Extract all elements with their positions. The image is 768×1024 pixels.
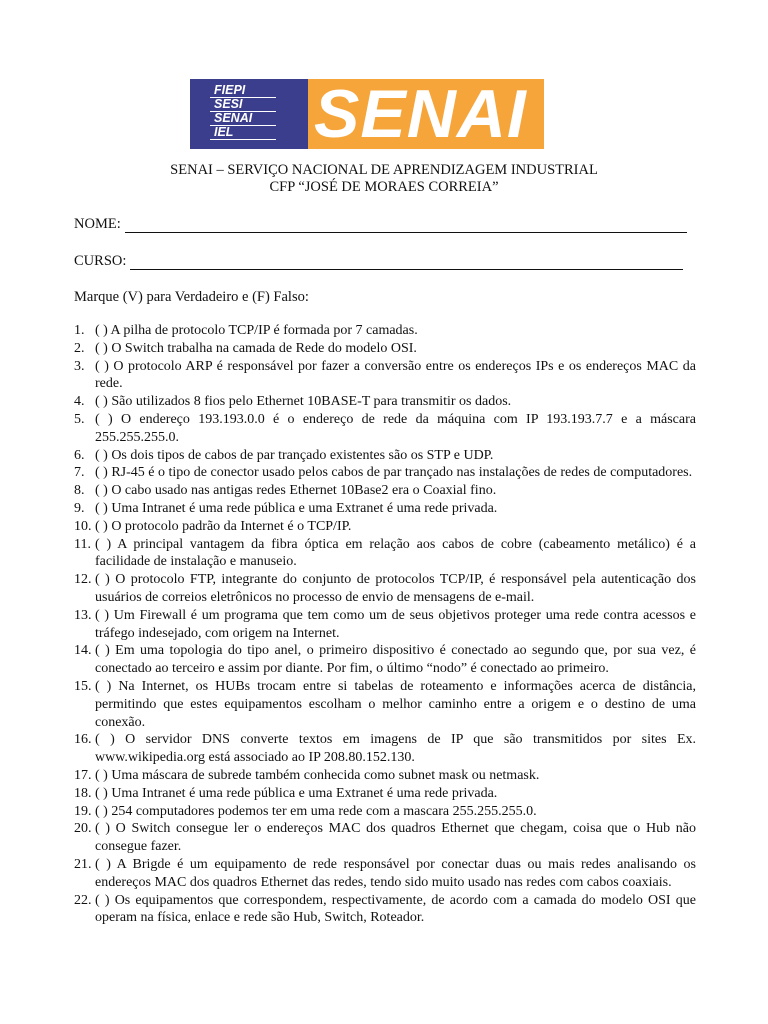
name-field	[74, 216, 687, 233]
question-item	[74, 856, 696, 892]
header-subtitle: CFP “JOSÉ DE MORAES CORREIA”	[269, 179, 499, 195]
question-item	[74, 482, 696, 500]
logo-institutions-block	[190, 79, 308, 149]
question-text: ( ) Um Firewall é um programa que tem como um de seus objetivos proteger uma rede contra acessos e tráfego indesejado, com origem na Internet.	[95, 607, 696, 641]
question-text: ( ) 254 computadores podemos ter em uma rede com a mascara 255.255.255.0.	[95, 803, 537, 819]
question-number: 2.	[74, 340, 85, 356]
question-number: 17.	[74, 767, 92, 783]
question-text: ( ) RJ-45 é o tipo de conector usado pelos cabos de par trançado nas instalações de redes de computadores.	[95, 465, 693, 481]
question-text: ( ) A pilha de protocolo TCP/IP é formada por 7 camadas.	[95, 323, 418, 338]
course-field	[74, 253, 683, 270]
question-number: 11.	[74, 536, 91, 552]
question-item	[74, 464, 696, 482]
question-item	[74, 447, 696, 465]
logo-senai-text: SENAI	[314, 76, 527, 152]
question-item	[74, 785, 696, 803]
question-text: ( ) O protocolo ARP é responsável por fazer a conversão entre os endereços IPs e os endereços MAC da rede.	[95, 358, 696, 392]
question-text: ( ) A Brigde é um equipamento de rede responsável por conectar duas ou mais redes analisando os endereços MAC dos quadros Ethernet das redes, tendo sido muito usado nas redes com cabos coaxiais.	[95, 856, 696, 890]
question-text: ( ) Em uma topologia do tipo anel, o primeiro dispositivo é conectado ao segundo que, por sua vez, é conectado ao terceiro e assim por diante. Por fim, o último “nodo” é conectado ao primeiro.	[95, 643, 696, 677]
question-text: ( ) O protocolo padrão da Internet é o TCP/IP.	[95, 518, 352, 534]
question-item	[74, 820, 696, 856]
question-number: 3.	[74, 358, 85, 374]
senai-logo	[190, 76, 544, 152]
question-item	[74, 322, 696, 340]
question-item	[74, 518, 696, 536]
question-item	[74, 340, 696, 358]
question-list	[74, 322, 696, 927]
question-number: 9.	[74, 500, 85, 516]
question-text: ( ) O protocolo FTP, integrante do conjunto de protocolos TCP/IP, é responsável pela autenticação dos usuários de correios eletrônicos no processo de envio de mensagens de e-mail.	[95, 572, 696, 605]
name-blank-line[interactable]	[125, 218, 687, 233]
logo-senai-block	[308, 76, 544, 152]
question-number: 6.	[74, 447, 85, 463]
question-number: 7.	[74, 465, 85, 481]
question-item	[74, 411, 696, 447]
question-item	[74, 358, 696, 394]
logo-line-sesi: SESI	[210, 98, 276, 112]
question-text: ( ) O servidor DNS converte textos em imagens de IP que são transmitidos por sites Ex. www.wikipedia.org está associado ao IP 208.80.152.130.	[95, 732, 696, 766]
name-label: NOME:	[74, 216, 121, 232]
course-blank-line[interactable]	[130, 255, 683, 270]
header-title: SENAI – SERVIÇO NACIONAL DE APRENDIZAGEM INDUSTRIAL	[170, 162, 598, 178]
question-number: 1.	[74, 323, 85, 338]
question-number: 15.	[74, 678, 92, 694]
question-number: 21.	[74, 856, 92, 872]
question-text: ( ) Na Internet, os HUBs trocam entre si tabelas de roteamento e informações acerca de distância, permitindo que estes equipamentos escolham o melhor caminho entre a origem e o destino de uma conexão.	[95, 678, 696, 730]
question-text: ( ) O endereço 193.193.0.0 é o endereço de rede da máquina com IP 193.193.7.7 e a máscara 255.255.255.0.	[95, 411, 696, 445]
question-text: ( ) A principal vantagem da fibra óptica em relação aos cabos de cobre (cabeamento metálico) é a facilidade de instalação e manuseio.	[95, 536, 696, 570]
question-number: 14.	[74, 643, 92, 659]
question-item	[74, 500, 696, 518]
question-text: ( ) Uma Intranet é uma rede pública e uma Extranet é uma rede privada.	[95, 500, 498, 516]
question-number: 12.	[74, 572, 92, 588]
question-number: 22.	[74, 892, 92, 908]
document-header	[0, 162, 768, 196]
question-item	[74, 607, 696, 643]
question-item	[74, 803, 696, 821]
question-item	[74, 571, 696, 607]
question-number: 16.	[74, 732, 92, 748]
question-number: 20.	[74, 821, 92, 837]
logo-line-iel: IEL	[210, 126, 276, 140]
instruction-text: Marque (V) para Verdadeiro e (F) Falso:	[74, 289, 309, 305]
question-number: 10.	[74, 518, 92, 534]
question-item	[74, 678, 696, 731]
question-text: ( ) O Switch consegue ler o endereços MAC dos quadros Ethernet que chegam, coisa que o Hub não consegue fazer.	[95, 821, 696, 855]
course-label: CURSO:	[74, 253, 127, 269]
question-text: ( ) São utilizados 8 fios pelo Ethernet 10BASE-T para transmitir os dados.	[95, 394, 512, 410]
question-number: 13.	[74, 607, 92, 623]
question-text: ( ) Uma Intranet é uma rede pública e uma Extranet é uma rede privada.	[95, 785, 498, 801]
question-number: 18.	[74, 785, 92, 801]
question-number: 19.	[74, 803, 92, 819]
question-item	[74, 767, 696, 785]
question-text: ( ) O Switch trabalha na camada de Rede do modelo OSI.	[95, 340, 417, 356]
logo-line-fiepi: FIEPI	[210, 84, 276, 98]
question-item	[74, 393, 696, 411]
question-number: 8.	[74, 483, 85, 499]
question-number: 4.	[74, 394, 85, 410]
question-item	[74, 892, 696, 928]
question-text: ( ) O cabo usado nas antigas redes Ethernet 10Base2 era o Coaxial fino.	[95, 483, 497, 499]
question-text: ( ) Uma máscara de subrede também conhecida como subnet mask ou netmask.	[95, 767, 540, 783]
question-item	[74, 536, 696, 572]
question-item	[74, 642, 696, 678]
logo-line-senai: SENAI	[210, 112, 276, 126]
question-item	[74, 731, 696, 767]
question-text: ( ) Os dois tipos de cabos de par trançado existentes são os STP e UDP.	[95, 447, 494, 463]
question-number: 5.	[74, 411, 85, 427]
question-text: ( ) Os equipamentos que correspondem, respectivamente, de acordo com a camada do modelo OSI que operam na física, enlace e rede são Hub, Switch, Roteador.	[95, 892, 696, 926]
